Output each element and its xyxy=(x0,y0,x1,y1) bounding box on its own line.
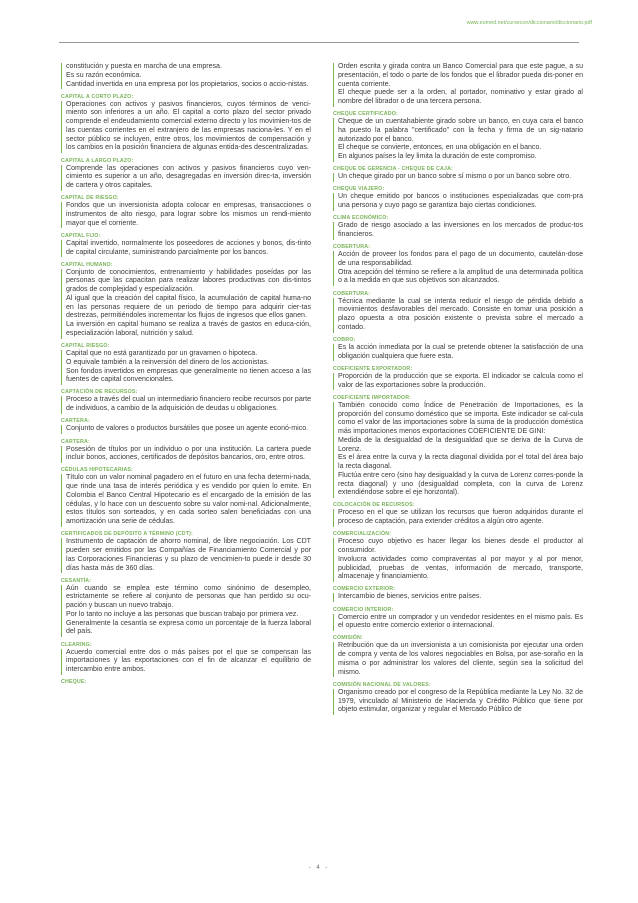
definition-paragraph: Acción de proveer los fondos para el pago de un documento, cautelán-dose de una responsabilidad. xyxy=(338,251,583,267)
definition-paragraph: Conjunto de valores o productos bursátiles que posee un agente econó-mico. xyxy=(66,425,309,433)
glossary-entry xyxy=(333,110,583,162)
term-title: COBRO: xyxy=(333,336,356,343)
term-title: CHEQUE VIAJERO: xyxy=(333,186,385,193)
definition-paragraph: Un cheque emitido por bancos o instituciones especializadas que com-pra una persona y cuyo pago se garantiza bajo ciertas condiciones. xyxy=(338,193,583,210)
definition-paragraph: Medida de la desigualdad de la desigualdad que se deriva de la Curva de Lorenz. xyxy=(338,436,583,453)
definition-paragraph: La inversión en capital humano se realiza a través de gastos en educa-ción, especialización laboral, nutrición y salud. xyxy=(66,321,311,337)
definition-paragraph: Técnica mediante la cual se intenta reducir el riesgo de pérdida debido a movimientos desfavorables del mercado. Consiste en tomar una posición a plazo opuesta a otra posición existente o prevista sobre el mercado a contado. xyxy=(338,297,583,331)
glossary-entry xyxy=(333,63,583,107)
term-title: CLIMA ECONÓMICO: xyxy=(333,215,389,222)
term-definition xyxy=(333,344,583,362)
term-title: CAPITAL FIJO: xyxy=(61,232,101,239)
definition-paragraph: Aún cuando se emplea este término como sinónimo de desempleo, estrictamente se refiere al conjunto de personas que han perdido su ocu-pación y buscan un nuevo trabajo. xyxy=(66,584,311,610)
left-column xyxy=(61,63,311,686)
term-definition xyxy=(333,222,583,240)
glossary-entry xyxy=(61,93,311,154)
glossary-entry xyxy=(61,530,311,573)
glossary-entry xyxy=(333,214,583,240)
definition-paragraph: Son fondos invertidos en empresas que generalmente no tienen acceso a las fuentes de capital convencionales. xyxy=(66,367,311,384)
definition-paragraph: Proceso a través del cual un intermediario financiero recibe recursos por parte de individuos, a cambio de la adquisición de deudas u obligaciones. xyxy=(66,396,311,413)
definition-paragraph: Un cheque girado por un banco sobre sí mismo o por un banco sobre otro. xyxy=(338,173,572,181)
term-title: CARTERA: xyxy=(61,438,90,445)
definition-paragraph: Orden escrita y girada contra un Banco Comercial para que este pague, a su presentación, el todo o parte de los fondos que el librador pueda dis-poner en cuenta corriente. xyxy=(338,63,583,88)
term-definition xyxy=(333,689,583,715)
definition-paragraph: O equivale también a la reinversión del dinero de los accionistas. xyxy=(66,358,269,366)
glossary-entry xyxy=(333,185,583,211)
term-title: CAPITAL A LARGO PLAZO: xyxy=(61,157,134,164)
term-title: CESANTÍA: xyxy=(61,577,92,584)
glossary-entry xyxy=(333,243,583,286)
definition-paragraph: Generalmente la cesantía se expresa como un porcentaje de la fuerza laboral del país. xyxy=(66,619,311,636)
glossary-entry xyxy=(61,261,311,339)
term-title: CERTIFICADOS DE DEPÓSITO A TÉRMINO (CDT): xyxy=(61,531,193,538)
term-definition xyxy=(61,350,311,385)
glossary-entry xyxy=(61,157,311,191)
term-definition xyxy=(61,474,311,527)
glossary-entry xyxy=(333,585,583,602)
glossary-entry xyxy=(333,606,583,632)
definition-paragraph: Comercio entre un comprador y un vendedor residentes en el mismo país. Es el opuesto entre comercio exterior o internacional. xyxy=(338,613,583,630)
term-title: COLOCACIÓN DE RECURSOS: xyxy=(333,502,415,509)
term-title: CAPITAL HUMANO: xyxy=(61,261,113,268)
definition-paragraph: Es su razón económica. xyxy=(66,71,142,79)
term-definition xyxy=(333,614,583,632)
term-definition xyxy=(333,298,583,333)
glossary-entry xyxy=(333,365,583,391)
term-definition xyxy=(333,593,583,602)
term-title: CHEQUE DE GERENCIA - CHEQUE DE CAJA: xyxy=(333,166,453,173)
source-url[interactable]: www.eumed.net/cursecon/diccionario/diccionario.pdf xyxy=(466,20,592,26)
glossary-entry xyxy=(333,336,583,362)
term-definition xyxy=(61,649,311,675)
definition-paragraph: En algunos países la ley limita la duración de este compromiso. xyxy=(338,153,537,161)
page-number-value: 4 xyxy=(316,865,322,871)
term-title: COBERTURA: xyxy=(333,290,371,297)
term-title: CHEQUE CERTIFICADO: xyxy=(333,111,398,118)
term-definition xyxy=(61,202,311,228)
definition-paragraph: Instrumento de captación de ahorro nominal, de libre negociación. Los CDT pueden ser emitidos por las Compañías de Financiamiento Comercial y por las Corporaciones Financieras y su plazo de vencimien-to puede ir desde 30 días hasta más de 360 días. xyxy=(66,538,311,572)
term-definition xyxy=(61,101,311,154)
term-title: COMERCIO EXTERIOR: xyxy=(333,586,396,593)
term-title: COBERTURA: xyxy=(333,244,371,251)
definition-paragraph: Organismo creado por el congreso de la República mediante la Ley No. 32 de 1979, vinculado al Ministerio de Hacienda y Crédito Público que tiene por objeto estimular, organizar y regular el Mercado Público de xyxy=(338,688,583,714)
term-definition xyxy=(333,63,583,107)
glossary-entry xyxy=(61,466,311,527)
term-definition xyxy=(61,585,311,638)
term-definition xyxy=(61,425,311,434)
page-number: - 4 - xyxy=(308,865,330,871)
glossary-entry xyxy=(61,641,311,675)
term-definition xyxy=(61,446,311,464)
definition-paragraph: Capital que no está garantizado por un gravamen o hipoteca. xyxy=(66,350,258,358)
term-title: COMERCIO INTERIOR: xyxy=(333,606,394,613)
definition-paragraph: Por lo tanto no incluye a las personas que buscan trabajo por primera vez. xyxy=(66,610,299,618)
term-definition xyxy=(333,538,583,582)
glossary-entry xyxy=(61,577,311,638)
term-definition xyxy=(333,193,583,211)
term-title: CLEARING: xyxy=(61,641,92,648)
definition-paragraph: Proceso cuyo objetivo es hacer llegar los bienes desde el productor al consumidor. xyxy=(338,538,583,555)
header-divider xyxy=(59,42,579,43)
definition-paragraph: El cheque se convierte, entonces, en una obligación en el banco. xyxy=(338,144,542,152)
definition-paragraph: Involucra actividades como compraventas al por mayor y al por menor, publicidad, pruebas de ventas, información de mercado, transporte, almacenaje y financiamiento. xyxy=(338,555,583,581)
term-definition xyxy=(61,63,311,89)
term-definition xyxy=(61,538,311,573)
definition-paragraph: Intercambio de bienes, servicios entre países. xyxy=(338,593,482,601)
term-definition xyxy=(333,642,583,677)
definition-paragraph: Proporción de la producción que se exporta. El indicador se calcula como el valor de las exportaciones sobre la producción. xyxy=(338,372,583,389)
term-title: CAPITAL RIESGO: xyxy=(61,343,110,350)
glossary-entry xyxy=(333,634,583,677)
glossary-entry xyxy=(61,417,311,434)
glossary-entry xyxy=(61,194,311,228)
term-definition xyxy=(333,173,583,182)
definition-paragraph: Fluctúa entre cero (sino hay desigualdad y la curva de Lorenz corres-ponde la recta diagonal) y uno (desigualdad completa, con la curva de Lorenz extendiéndose sobre el eje horizontal). xyxy=(338,471,583,497)
term-definition xyxy=(333,402,583,498)
definition-paragraph: Título con un valor nominal pagadero en el futuro en una fecha determi-nada, que rinde una tasa de interés periódica y es vendido por quien lo emite. En Colombia el Banco Central Hipotecario es el encargado de la emisión de las cédulas, y lo hace con un descuento sobre su valor nomi-nal. Adicionalmente, estos títulos son sorteados, y en cada sorteo salen beneficiadas con una amortización una serie de cédulas. xyxy=(66,474,311,526)
term-title: CHEQUE: xyxy=(61,679,87,686)
definition-paragraph: Proceso en el que se utilizan los recursos que fueron adquiridos durante el proceso de captación, para extender créditos a algún otro agente. xyxy=(338,509,583,526)
term-title: COMISIÓN NACIONAL DE VALORES: xyxy=(333,681,431,688)
term-title: CÉDULAS HIPOTECARIAS: xyxy=(61,467,134,474)
glossary-entry xyxy=(333,165,583,182)
definition-paragraph: Conjunto de conocimientos, entrenamiento y habilidades poseídas por las personas que las capacitan para realizar labores productivas con dis-tintos grados de complejidad y especialización. xyxy=(66,268,311,294)
term-title: CAPITAL DE RIESGO: xyxy=(61,195,119,202)
definition-paragraph: Al igual que la creación del capital físico, la acumulación de capital huma-no en las personas requiere de un periodo de tiempo para adquirir cier-tas destrezas, permitiéndoles incrementar los flujos de ingresos que ellos ganen. xyxy=(66,294,311,320)
definition-paragraph: Retribución que da un inversionista a un comisionista por ejecutar una orden de compra y venta de los valores negociables en Bolsa, por ase-soraño en la misma o por administrar los valores del cliente, según sea la solicitud del mismo. xyxy=(338,642,583,676)
term-definition xyxy=(61,240,311,258)
definition-paragraph: Acuerdo comercial entre dos o más países por el que se compensan las importaciones y las exportaciones con el fin de alcanzar el equilibrio de intercambio entre ambos. xyxy=(66,648,311,674)
definition-paragraph: También conocido como Índice de Penetración de Importaciones, es la proporción del consumo doméstico que se importa. Este indicador se cal-cula como el valor de las importaciones sobre la suma de la producción doméstica más importaciones menos exportaciones COEFICIENTE DE GINI: xyxy=(338,401,583,436)
glossary-entry xyxy=(333,501,583,527)
definition-paragraph: Otra acepción del término se refiere a la amplitud de una determinada política o a la medida en que sus objetivos son alcanzados. xyxy=(338,268,583,285)
definition-paragraph: Es la acción inmediata por la cual se pretende obtener la satisfacción de una obligación cualquiera que fuere esta. xyxy=(338,343,583,360)
term-title: CARTERA: xyxy=(61,418,90,425)
definition-paragraph: Posesión de títulos por un individuo o por una institución. La cartera puede incluir bonos, acciones, certificados de depósitos bancarios, oro, entre otros. xyxy=(66,445,311,462)
definition-paragraph: constitución y puesta en marcha de una empresa. xyxy=(66,63,222,70)
glossary-entry xyxy=(333,290,583,333)
definition-paragraph: Cheque de un cuentahabiente girado sobre un banco, en cuya cara el banco ha puesto la palabra "certificado" con la fecha y firma de un sig-natario autorizado por el banco. xyxy=(338,118,583,143)
term-title: COMISIÓN: xyxy=(333,635,363,642)
glossary-entry xyxy=(333,394,583,498)
term-definition xyxy=(333,373,583,391)
definition-paragraph: Es el área entre la curva y la recta diagonal dividida por el total del área bajo la recta diagonal. xyxy=(338,454,583,471)
glossary-entry xyxy=(333,681,583,715)
glossary-entry xyxy=(61,678,311,686)
glossary-entry xyxy=(61,388,311,414)
term-title: CAPITAL A CORTO PLAZO: xyxy=(61,93,134,100)
definition-paragraph: Operaciones con activos y pasivos financieros, cuyos términos de venci-miento son inferiores a un año. El capital a corto plazo del sector privado comprende el endeudamiento comercial externo directo y los movimien-tos de las cuentas corrientes en el extranjero de las empresas naciona-les. Y en el sector público se incluyen, entre otros, los movimientos de compensación y los cambios en la posición financiera de algunas entida-des descentralizadas. xyxy=(66,100,311,152)
term-definition xyxy=(333,509,583,527)
term-definition xyxy=(333,118,583,162)
glossary-entry xyxy=(61,342,311,385)
term-definition xyxy=(61,165,311,191)
term-definition xyxy=(61,269,311,339)
term-definition xyxy=(333,251,583,286)
definition-paragraph: Capital invertido, normalmente los poseedores de acciones y bonos, dis-tinto de capital circulante, suministrando parcialmente por los bancos. xyxy=(66,239,311,256)
glossary-entry xyxy=(61,232,311,258)
term-title: COEFICIENTE IMPORTADOR: xyxy=(333,394,412,401)
glossary-entry xyxy=(61,438,311,464)
definition-paragraph: Comprende las operaciones con activos y pasivos financieros cuyo ven-cimiento es superior a un año, desagregadas en inversión direc-ta, inversión de cartera y otros capitales. xyxy=(66,164,311,190)
definition-paragraph: Cantidad invertida en una empresa por los propietarios, socios o accio-nistas. xyxy=(66,80,309,88)
term-title: COEFICIENTE EXPORTADOR: xyxy=(333,365,413,372)
definition-paragraph: El cheque puede ser a la orden, al portador, nominativo y estar girado al nombre del librador o de una tercera persona. xyxy=(338,89,583,105)
term-title: CAPTACIÓN DE RECURSOS: xyxy=(61,389,138,396)
term-title: COMERCIALIZACIÓN: xyxy=(333,531,392,538)
definition-paragraph: Grado de riesgo asociado a las inversiones en los mercados de produc-tos financieros. xyxy=(338,222,583,239)
glossary-entry xyxy=(61,63,311,89)
definition-paragraph: Fondos que un inversionista adopta colocar en empresas, transacciones o instrumentos de alto riesgo, para lograr sobre los mismos un rendi-miento mayor que el corriente. xyxy=(66,202,311,227)
term-definition xyxy=(61,396,311,414)
glossary-entry xyxy=(333,530,583,582)
right-column xyxy=(333,63,583,715)
